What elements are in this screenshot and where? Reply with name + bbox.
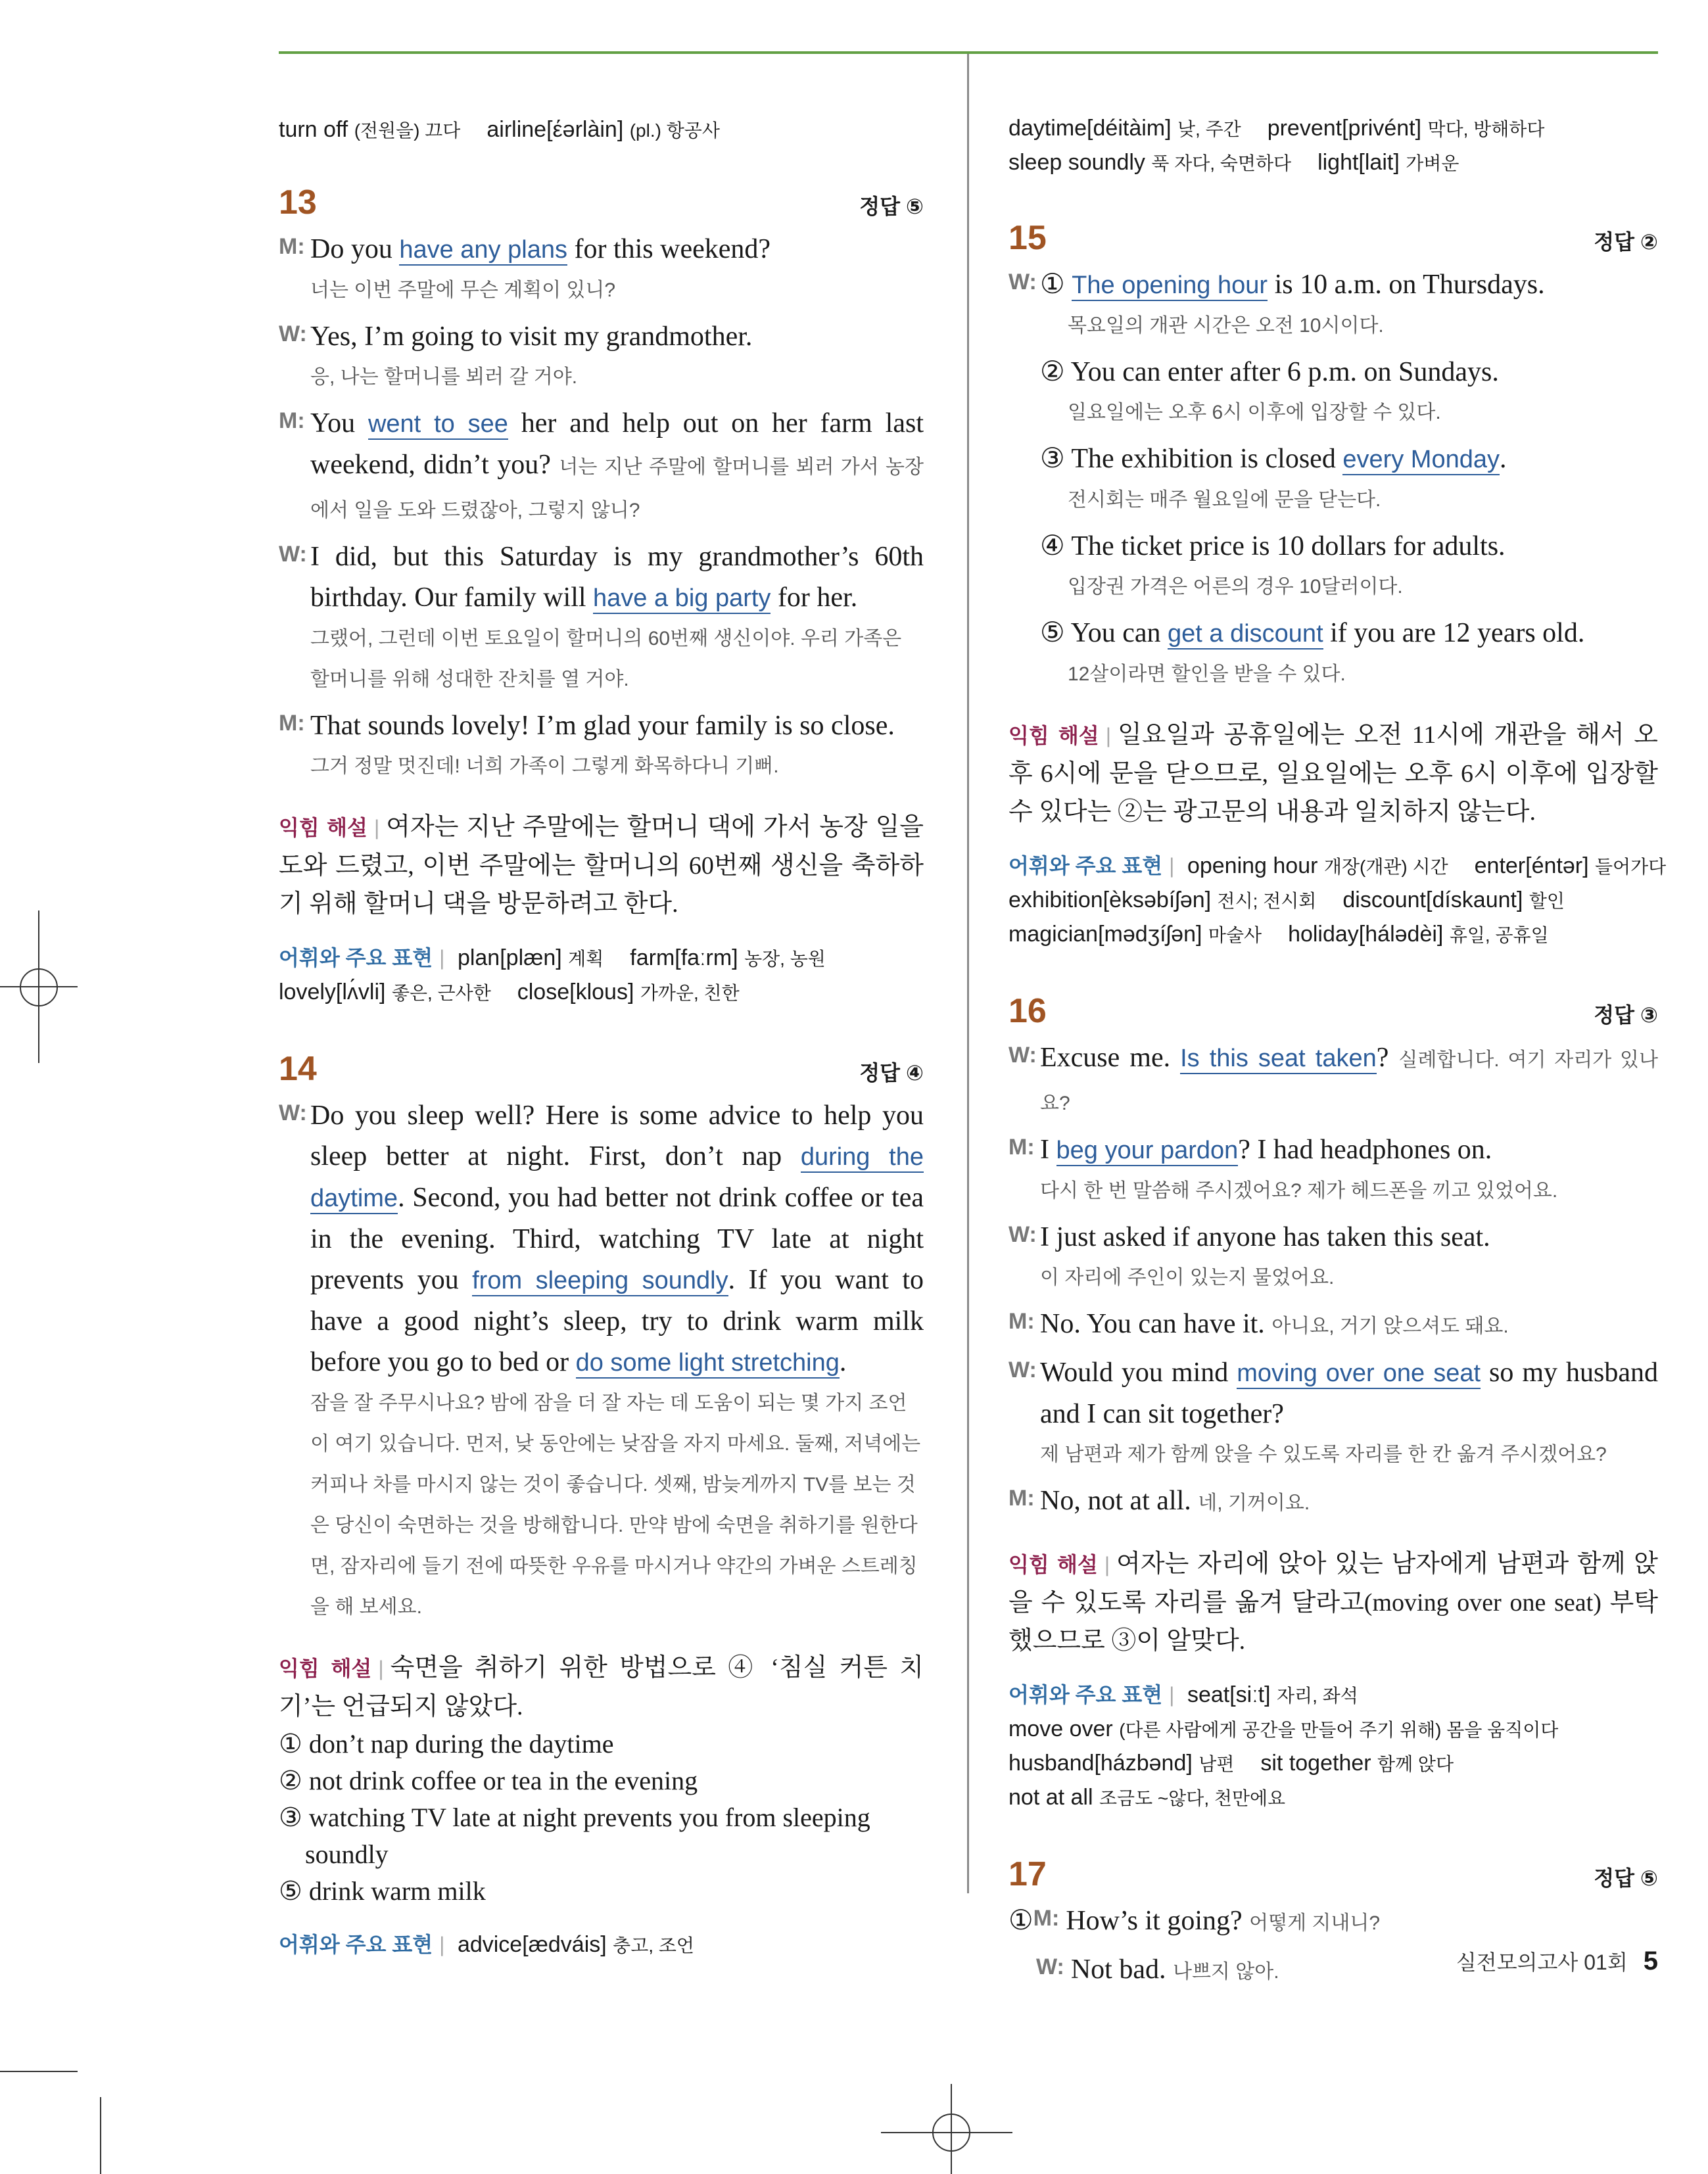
speaker-label: W:	[1036, 1954, 1064, 1979]
question-15	[1008, 218, 1667, 952]
translation: 다시 한 번 말씀해 주시겠어요? 제가 헤드폰을 끼고 있었어요.	[1040, 1180, 1558, 1202]
vocabulary-tag: 어휘와 주요 표현	[279, 946, 433, 970]
key-phrase: get a discount	[1168, 620, 1323, 650]
dialogue-line: W: I did, but this Saturday is my grandmother’s 60th birthday. Our family will have a big party for her.	[279, 536, 924, 619]
vocabulary-tag: 어휘와 주요 표현	[1008, 1683, 1163, 1707]
speaker-label: W:	[279, 542, 307, 567]
speaker-label: M:	[1008, 1486, 1035, 1511]
translation: 입장권 가격은 어른의 경우 10달러이다.	[1068, 576, 1403, 598]
translation: 일요일에는 오후 6시 이후에 입장할 수 있다.	[1068, 402, 1441, 423]
registration-circle	[932, 2114, 970, 2152]
dialogue-line: W: Excuse me. Is this seat taken? 실례합니다. 여기 자리가 있나요?	[1008, 1037, 1658, 1124]
speaker-label: W:	[1008, 1358, 1037, 1382]
answer-label: 정답 ⑤	[859, 195, 924, 218]
speaker-label: M:	[1033, 1906, 1060, 1931]
translation: 네, 기꺼이요.	[1198, 1492, 1310, 1514]
translation: 너는 지난 주말에 할머니를 뵈러 가서 농장에서 일을 도와 드렸잖아, 그렇지 않니?	[310, 456, 924, 521]
speaker-label: M:	[1008, 1135, 1035, 1160]
left-column	[279, 99, 924, 1962]
option-item: ③ watching TV late at night prevents you from sleeping soundly	[279, 1803, 870, 1869]
key-phrase: every Monday	[1342, 446, 1500, 475]
translation: 어떻게 지내니?	[1249, 1912, 1381, 1934]
speaker-label: M:	[279, 408, 305, 433]
answer-label: 정답 ⑤	[1594, 1866, 1658, 1890]
vocabulary-tag: 어휘와 주요 표현	[1008, 854, 1163, 878]
right-column	[1008, 99, 1667, 1993]
key-phrase: have a big party	[593, 584, 771, 614]
dialogue-line: M: No. You can have it. 아니요, 거기 앉으셔도 돼요.	[1008, 1304, 1658, 1347]
translation: 응, 나는 할머니를 뵈러 갈 거야.	[310, 366, 578, 388]
explanation: 익힘 해설 | 숙면을 취하기 위한 방법으로 ④ ‘침실 커튼 치기’는 언급되지 않았다.	[279, 1654, 924, 1720]
option-item: ⑤ drink warm milk	[279, 1876, 486, 1906]
translation: 12살이라면 할인을 받을 수 있다.	[1068, 663, 1346, 685]
explanation-tag: 익힘 해설	[279, 816, 368, 839]
question-number: 16	[1008, 992, 1047, 1030]
vocabulary: 어휘와 주요 표현 | seat[siːt] 자리, 좌석 move over (다른 사람에게 공간을 만들어 주기 위해) 몸을 움직이다 husband[házbənd] 남편 sit together 함께 앉다 not at all 조금도 ~않다, 천만에요	[1008, 1682, 1559, 1810]
option-line: ④ The ticket price is 10 dollars for adults.	[1040, 531, 1506, 561]
option-item: ② not drink coffee or tea in the evening	[279, 1766, 698, 1795]
speaker-label: M:	[279, 234, 305, 259]
vocabulary: 어휘와 주요 표현 | opening hour 개장(개관) 시간 enter[éntər] 들어가다 exhibition[èksəbíʃən] 전시; 전시회 discount[dískaunt] 할인 magician[mədʒíʃən] 마술사 holiday[hálədèi] 휴일, 공휴일	[1008, 853, 1667, 947]
top-vocab-left: turn off (전원을) 끄다 airline[έərlàin] (pl.) 항공사	[279, 117, 720, 142]
dialogue-line: W: Not bad. 나쁘지 않아.	[1036, 1949, 1658, 1993]
explanation-tag: 익힘 해설	[1008, 1553, 1098, 1576]
dialogue-line: M: Do you have any plans for this weekend?	[279, 229, 924, 270]
explanation: 익힘 해설 | 일요일과 공휴일에는 오전 11시에 개관을 해서 오후 6시에 문을 닫으므로, 일요일에는 오후 6시 이후에 입장할 수 있다는 ②는 광고문의 내용과 일치하지 않는다.	[1008, 721, 1658, 826]
translation: 실례합니다. 여기 자리가 있나요?	[1040, 1049, 1659, 1114]
explanation: 익힘 해설 | 여자는 자리에 앉아 있는 남자에게 남편과 함께 앉을 수 있도록 자리를 옮겨 달라고(moving over one seat) 부탁했으므로 ③이 알맞다.	[1008, 1550, 1658, 1655]
speaker-label: W:	[279, 321, 307, 346]
translation: 제 남편과 제가 함께 앉을 수 있도록 자리를 한 칸 옮겨 주시겠어요?	[1040, 1444, 1607, 1465]
key-phrase: during the daytime	[310, 1143, 924, 1214]
vocabulary-tag: 어휘와 주요 표현	[279, 1933, 433, 1956]
translation: 잠을 잘 주무시나요? 밤에 잠을 더 잘 자는 데 도움이 되는 몇 가지 조언이 여기 있습니다. 먼저, 낮 동안에는 낮잠을 자지 마세요. 둘째, 저녁에는 커피나 차를 마시지 않는 것이 좋습니다. 셋째, 밤늦게까지 TV를 보는 것은 당신이 숙면하는 것을 방해합니다. 만약 밤에 숙면을 취하기를 원한다면, 잠자리에 들기 전에 따뜻한 우유를 마시거나 약간의 가벼운 스트레칭을 해 보세요.	[310, 1392, 921, 1618]
key-phrase: have any plans	[399, 236, 567, 266]
option-item: ① don’t nap during the daytime	[279, 1729, 614, 1759]
key-phrase: do some light stretching	[576, 1349, 840, 1379]
translation: 그랬어, 그런데 이번 토요일이 할머니의 60번째 생신이야. 우리 가족은 할머니를 위해 성대한 잔치를 열 거야.	[310, 628, 902, 690]
option-line: ③ The exhibition is closed every Monday.	[1040, 444, 1507, 474]
dialogue-line: ① M: How’s it going? 어떻게 지내니?	[1008, 1901, 1658, 1944]
dialogue-line: M: No, not at all. 네, 기꺼이요.	[1008, 1480, 1658, 1524]
translation: 이 자리에 주인이 있는지 물었어요.	[1040, 1267, 1335, 1288]
dialogue-line: M: You went to see her and help out on her farm last weekend, didn’t you? 너는 지난 주말에 할머니를 뵈러 가서 농장에서 일을 도와 드렸잖아, 그렇지 않니?	[279, 403, 924, 531]
question-number: 15	[1008, 219, 1047, 257]
dialogue-line: M: I beg your pardon? I had headphones on.	[1008, 1129, 1658, 1171]
key-phrase: beg your pardon	[1056, 1137, 1239, 1166]
speaker-label: M:	[1008, 1309, 1035, 1334]
question-number: 13	[279, 183, 317, 222]
page-number: 5	[1643, 1947, 1658, 1975]
dialogue-line: M: That sounds lovely! I’m glad your family is so close.	[279, 705, 924, 746]
question-14	[279, 1049, 924, 1962]
crop-mark	[0, 2071, 78, 2072]
speaker-label: M:	[279, 711, 305, 736]
question-13	[279, 183, 924, 1010]
top-vocab-right: daytime[déitàim] 낮, 주간 prevent[privént] 막다, 방해하다 sleep soundly 푹 자다, 숙면하다 light[lait] 가벼운	[1008, 116, 1545, 175]
dialogue-line: W: Yes, I’m going to visit my grandmother.	[279, 316, 924, 357]
option-line: ② You can enter after 6 p.m. on Sundays.	[1040, 357, 1499, 387]
section-label: 실전모의고사 01회	[1456, 1950, 1628, 1974]
speaker-label: W:	[279, 1100, 307, 1125]
key-phrase: moving over one seat	[1237, 1359, 1481, 1389]
dialogue-line: W: Would you mind moving over one seat so my husband and I can sit together?	[1008, 1352, 1658, 1434]
column-divider	[967, 54, 969, 1893]
translation: 전시회는 매주 월요일에 문을 닫는다.	[1068, 489, 1381, 511]
answer-label: 정답 ④	[859, 1061, 924, 1085]
translation: 아니요, 거기 앉으셔도 돼요.	[1271, 1315, 1509, 1337]
option-list	[279, 1726, 924, 1910]
answer-label: 정답 ②	[1594, 230, 1658, 254]
explanation-tag: 익힘 해설	[1008, 724, 1099, 747]
monologue: W: Do you sleep well? Here is some advice to help you sleep better at night. First, don’t nap during the daytime. Second, you had better not drink coffee or tea in the evening. Third, watching TV late at night prevents you from sleeping soundly. If you want to have a good night’s sleep, try to drink warm milk before you go to bed or do some light stretching.	[279, 1095, 924, 1383]
crop-mark	[100, 2097, 101, 2174]
translation: 나쁘지 않아.	[1172, 1961, 1279, 1983]
speaker-label: W:	[1008, 1222, 1037, 1247]
dialogue-line: W: ① The opening hour is 10 a.m. on Thursdays.	[1008, 264, 1658, 306]
explanation: 익힘 해설 | 여자는 지난 주말에는 할머니 댁에 가서 농장 일을 도와 드렸고, 이번 주말에는 할머니의 60번째 생신을 축하하기 위해 할머니 댁을 방문하려고 한다.	[279, 813, 924, 918]
key-phrase: went to see	[368, 410, 508, 440]
key-phrase: The opening hour	[1072, 272, 1268, 301]
vocabulary: 어휘와 주요 표현 | plan[plæn] 계획 farm[faːrm] 농장, 농원 lovely[lʌ́vli] 좋은, 근사한 close[klous] 가까운, 친한	[279, 945, 826, 1004]
option-line: ⑤ You can get a discount if you are 12 years old.	[1040, 618, 1585, 648]
translation: 너는 이번 주말에 무슨 계획이 있니?	[310, 279, 616, 301]
explanation-tag: 익힘 해설	[279, 1657, 372, 1680]
vocabulary: 어휘와 주요 표현 | advice[ædváis] 충고, 조언	[279, 1932, 694, 1957]
key-phrase: Is this seat taken	[1180, 1045, 1377, 1074]
translation: 그거 정말 멋진데! 너희 가족이 그렇게 화목하다니 기뻐.	[310, 755, 779, 777]
question-16	[1008, 991, 1658, 1815]
answer-label: 정답 ③	[1594, 1003, 1658, 1027]
page-footer	[1456, 1946, 1658, 1976]
key-phrase: from sleeping soundly	[472, 1267, 728, 1296]
question-number: 14	[279, 1050, 317, 1088]
registration-circle	[20, 968, 58, 1006]
dialogue-line: W: I just asked if anyone has taken this seat.	[1008, 1217, 1658, 1258]
speaker-label: W:	[1008, 270, 1037, 295]
question-number: 17	[1008, 1855, 1047, 1893]
speaker-label: W:	[1008, 1043, 1037, 1068]
translation: 목요일의 개관 시간은 오전 10시이다.	[1068, 315, 1384, 337]
